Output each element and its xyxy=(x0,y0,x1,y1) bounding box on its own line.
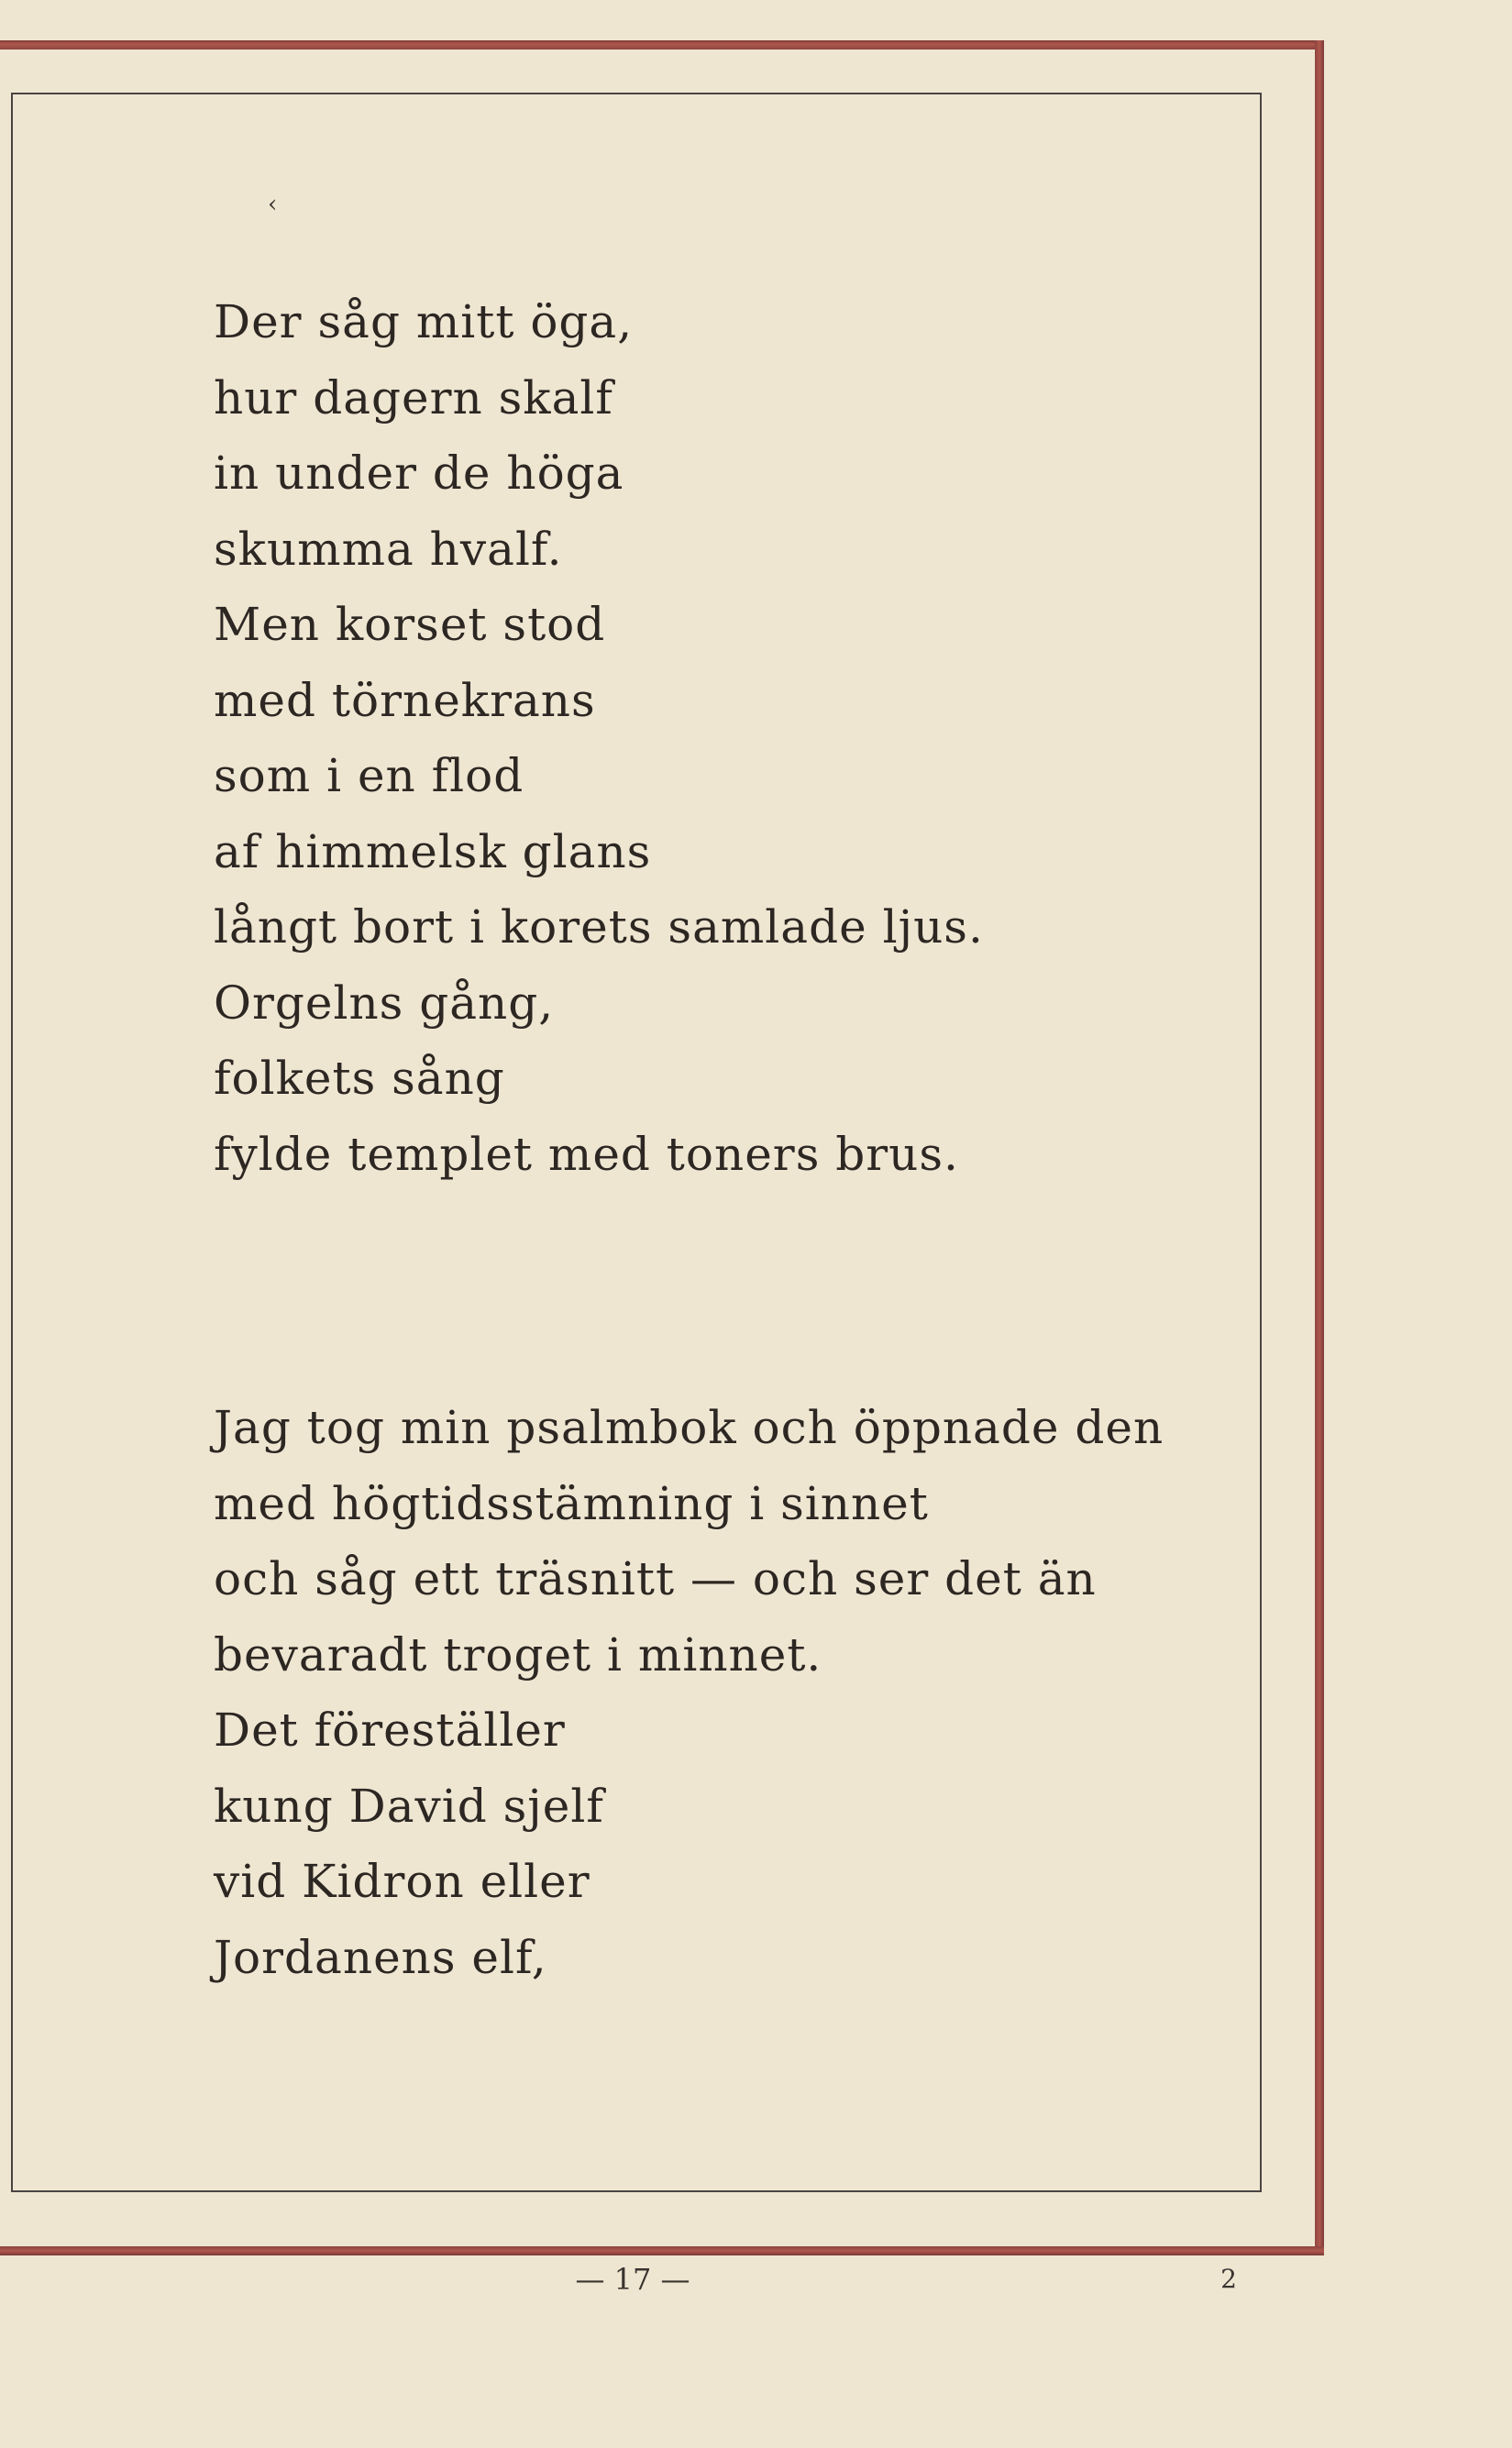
verse-line: folkets sång xyxy=(214,1052,505,1105)
verse-line: vid Kidron eller xyxy=(214,1855,590,1908)
page-border-right xyxy=(1315,40,1324,2255)
verse-line: som i en flod xyxy=(214,749,524,802)
verse-line: långt bort i korets samlade ljus. xyxy=(214,900,984,954)
verse-line: Orgelns gång, xyxy=(214,976,555,1030)
verse-line: Det föreställer xyxy=(214,1704,566,1757)
stanza-1 xyxy=(214,284,984,1192)
verse-line: med törnekrans xyxy=(214,673,596,727)
verse-line: af himmelsk glans xyxy=(214,824,652,878)
printer-signature-mark: 2 xyxy=(1220,2264,1237,2294)
stanza-2 xyxy=(214,1390,1164,1995)
verse-line: Jordanens elf, xyxy=(214,1930,547,1984)
verse-line: Der såg mitt öga, xyxy=(214,295,634,348)
verse-line: in under de höga xyxy=(214,447,624,500)
page-border-bottom xyxy=(0,2246,1324,2255)
page-number: — 17 — xyxy=(575,2262,690,2297)
verse-line: Men korset stod xyxy=(214,598,606,651)
verse-line: kung David sjelf xyxy=(214,1779,604,1833)
verse-line: bevaradt troget i minnet. xyxy=(214,1627,822,1682)
verse-line: hur dagern skalf xyxy=(214,370,613,425)
verse-line: och såg ett träsnitt — och ser det än xyxy=(214,1552,1097,1605)
verse-line: fylde templet med toners brus. xyxy=(214,1127,959,1181)
print-mark: ‹ xyxy=(268,191,278,218)
verse-line: Jag tog min psalmbok och öppnade den xyxy=(214,1401,1164,1454)
verse-line: med högtidsstämning i sinnet xyxy=(214,1476,929,1530)
page-border-top xyxy=(0,40,1324,50)
verse-line: skumma hvalf. xyxy=(214,522,563,576)
